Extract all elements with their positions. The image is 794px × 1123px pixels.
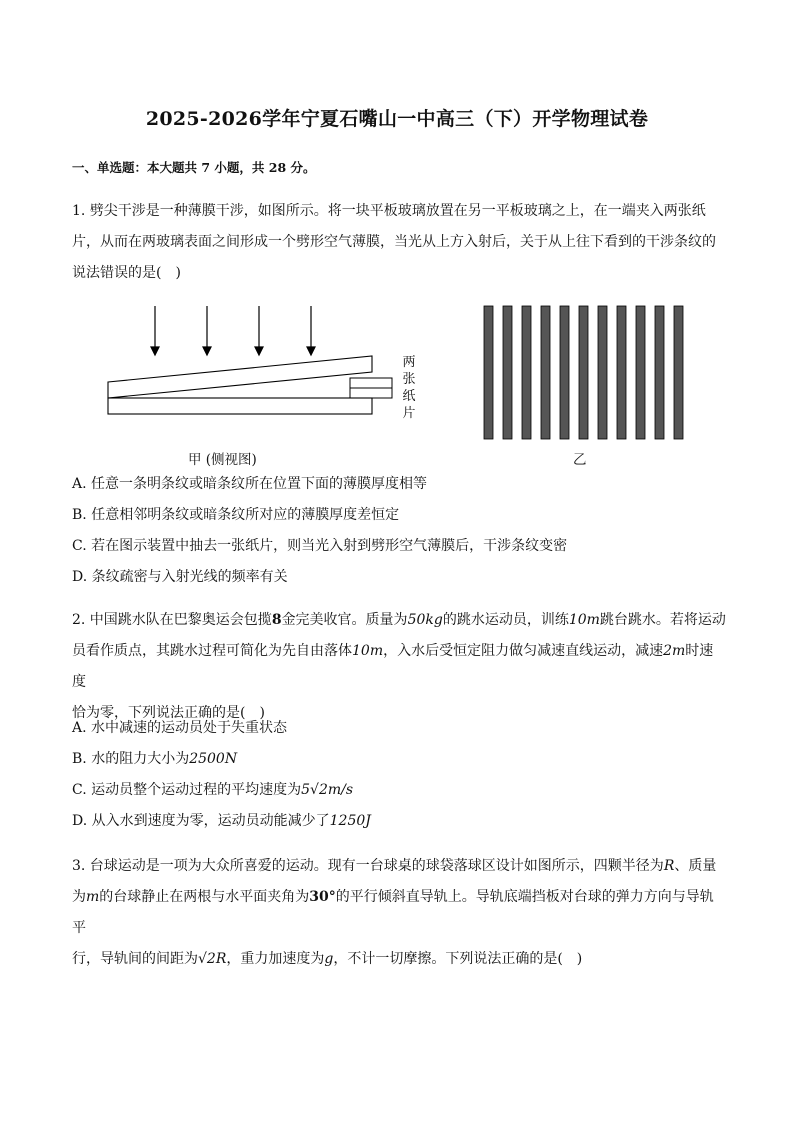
question-1-stem: 1. 劈尖干涉是一种薄膜干涉，如图所示。将一块平板玻璃放置在另一平板玻璃之上，在一端夹入两张纸片，从而在两玻璃表面之间形成一个劈形空气薄膜，当光从上方入射后，关于从上往下看到的干涉条纹的说法错误的是( )	[72, 203, 716, 281]
question-1-option-c: C. 若在图示装置中抽去一张纸片，则当光入射到劈形空气薄膜后，干涉条纹变密	[72, 538, 568, 554]
paper-strip-2	[350, 388, 392, 398]
paper-label-char: 两	[402, 355, 416, 370]
question-2-option-c: C. 运动员整个运动过程的平均速度为5√2m/s	[72, 782, 354, 798]
question-1-option-a: A. 任意一条明条纹或暗条纹所在位置下面的薄膜厚度相等	[72, 476, 428, 492]
question-2-option-b: B. 水的阻力大小为2500N	[72, 751, 238, 767]
bottom-glass-plate	[108, 398, 372, 414]
paper-label-char: 片	[402, 406, 416, 421]
question-1-option-d: D. 条纹疏密与入射光线的频率有关	[72, 569, 288, 585]
question-2-line-2: 员看作质点，其跳水过程可简化为先自由落体10m，入水后受恒定阻力做匀减速直线运动，减速2m时速度	[72, 643, 714, 690]
question-3-stem	[72, 851, 727, 975]
figure-caption-left: 甲 (侧视图)	[188, 452, 257, 468]
section-heading: 一、单选题：本大题共 7 小题，共 28 分。	[72, 160, 316, 175]
question-2-option-a: A. 水中减速的运动员处于失重状态	[72, 720, 288, 736]
question-2-line-1: 2. 中国跳水队在巴黎奥运会包揽8金完美收官。质量为50kg的跳水运动员，训练10m跳台跳水。若将运动	[72, 612, 726, 628]
paper-label-char: 张	[402, 372, 416, 387]
interference-fringes	[484, 306, 683, 439]
top-glass-plate	[108, 356, 372, 398]
incident-light-arrows	[151, 306, 315, 355]
paper-label	[401, 354, 417, 422]
question-2-stem	[72, 605, 727, 729]
question-2-line-3: 恰为零，下列说法正确的是( )	[72, 705, 265, 721]
question-3-line-2: 为m的台球静止在两根与水平面夹角为30°的平行倾斜直导轨上。导轨底端挡板对台球的弹力方向与导轨平	[72, 889, 714, 936]
question-3-line-3: 行，导轨间的间距为√2R，重力加速度为g，不计一切摩擦。下列说法正确的是( )	[72, 951, 583, 967]
question-3-line-1: 3. 台球运动是一项为大众所喜爱的运动。现有一台球桌的球袋落球区设计如图所示，四颗半径为R、质量	[72, 858, 717, 874]
question-1-option-b: B. 任意相邻明条纹或暗条纹所对应的薄膜厚度差恒定	[72, 507, 400, 523]
question-2-option-d: D. 从入水到速度为零，运动员动能减少了1250J	[72, 813, 371, 829]
paper-label-char: 纸	[402, 389, 416, 404]
page-title: 2025-2026学年宁夏石嘴山一中高三（下）开学物理试卷	[145, 108, 649, 130]
figure-caption-right: 乙	[573, 452, 587, 468]
paper-strip-1	[350, 378, 392, 388]
